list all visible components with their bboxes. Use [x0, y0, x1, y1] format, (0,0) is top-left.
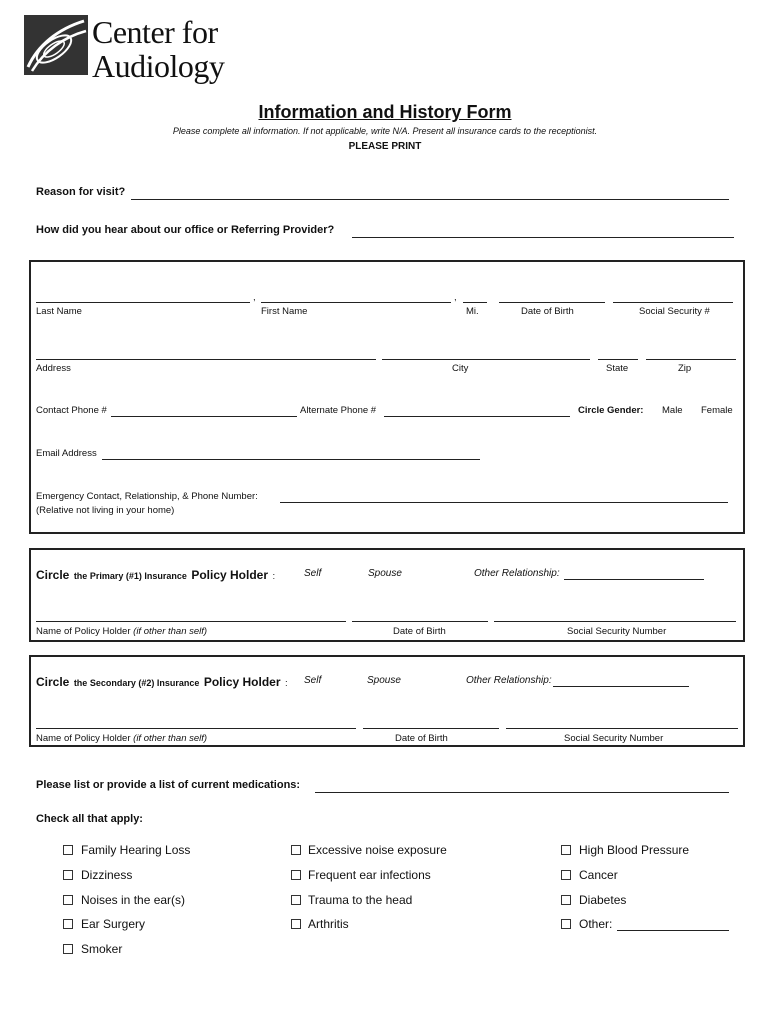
primary-ssn-field[interactable] [494, 621, 736, 622]
page-title: Information and History Form [258, 102, 512, 122]
checkbox-label: Smoker [81, 942, 123, 956]
secondary-heading: Circle the Secondary (#2) Insurance Policy Holder : [36, 675, 288, 689]
secondary-spouse-option[interactable]: Spouse [367, 675, 401, 686]
checkbox-label: Diabetes [579, 893, 627, 907]
checkbox-label: Ear Surgery [81, 917, 146, 931]
gender-male-option[interactable]: Male [662, 405, 683, 416]
secondary-ssn-field[interactable] [506, 728, 738, 729]
primary-other-field[interactable] [564, 579, 704, 580]
emergency-field[interactable] [280, 502, 728, 503]
dob-field[interactable] [499, 302, 605, 303]
checkbox-label: Cancer [579, 868, 618, 882]
checkbox[interactable] [63, 870, 73, 880]
checkbox-label: Other: [579, 917, 613, 931]
secondary-name-field[interactable] [36, 728, 356, 729]
comma: , [454, 292, 457, 303]
primary-dob-label: Date of Birth [393, 626, 446, 637]
medications-field[interactable] [315, 792, 729, 793]
circle-gender-label: Circle Gender: [578, 405, 644, 416]
referral-label: How did you hear about our office or Referring Provider? [36, 224, 335, 236]
checkbox[interactable] [291, 895, 301, 905]
first-name-label: First Name [261, 306, 308, 317]
primary-self-option[interactable]: Self [304, 568, 322, 579]
checkbox[interactable] [561, 895, 571, 905]
instructions: Please complete all information. If not applicable, write N/A. Present all insurance cards to the receptionist. [172, 126, 598, 136]
checkbox[interactable] [561, 845, 571, 855]
referral-field[interactable] [352, 237, 734, 238]
mi-label: Mi. [466, 306, 479, 317]
checkbox[interactable] [291, 919, 301, 929]
city-field[interactable] [382, 359, 590, 360]
primary-name-field[interactable] [36, 621, 346, 622]
zip-field[interactable] [646, 359, 736, 360]
ssn-label: Social Security # [639, 306, 710, 317]
checkbox-label: Excessive noise exposure [308, 843, 447, 857]
secondary-ssn-label: Social Security Number [564, 733, 664, 744]
address-field[interactable] [36, 359, 376, 360]
secondary-other-label: Other Relationship: [466, 675, 552, 686]
checkbox[interactable] [63, 895, 73, 905]
primary-ssn-label: Social Security Number [567, 626, 667, 637]
logo-mark-icon [24, 15, 88, 75]
checkbox[interactable] [291, 870, 301, 880]
checkbox-label: High Blood Pressure [579, 843, 690, 857]
checkbox-label: Noises in the ear(s) [81, 893, 186, 907]
secondary-other-field[interactable] [553, 686, 689, 687]
reason-label: Reason for visit? [36, 186, 126, 198]
ssn-field[interactable] [613, 302, 733, 303]
secondary-self-option[interactable]: Self [304, 675, 322, 686]
primary-name-label: Name of Policy Holder (if other than self) [36, 626, 208, 637]
other-condition-field[interactable] [617, 930, 729, 931]
checkbox-label: Arthritis [308, 917, 349, 931]
emergency-note: (Relative not living in your home) [36, 505, 175, 516]
reason-field[interactable] [131, 199, 729, 200]
state-label: State [606, 363, 629, 374]
checkbox-label: Family Hearing Loss [81, 843, 191, 857]
alternate-phone-label: Alternate Phone # [300, 405, 377, 416]
checkbox[interactable] [63, 845, 73, 855]
gender-female-option[interactable]: Female [701, 405, 733, 416]
last-name-label: Last Name [36, 306, 82, 317]
secondary-dob-label: Date of Birth [395, 733, 448, 744]
checkbox[interactable] [63, 944, 73, 954]
checkbox[interactable] [63, 919, 73, 929]
secondary-name-label: Name of Policy Holder (if other than self) [36, 733, 208, 744]
contact-phone-label: Contact Phone # [36, 405, 107, 416]
dob-label: Date of Birth [521, 306, 574, 317]
emergency-label: Emergency Contact, Relationship, & Phone Number: [36, 491, 258, 502]
checkbox[interactable] [561, 870, 571, 880]
state-field[interactable] [598, 359, 638, 360]
alternate-phone-field[interactable] [384, 416, 570, 417]
checkbox[interactable] [291, 845, 301, 855]
primary-other-label: Other Relationship: [474, 568, 560, 579]
logo-line2: Audiology [92, 48, 225, 84]
primary-dob-field[interactable] [352, 621, 488, 622]
email-label: Email Address [36, 448, 97, 459]
comma: , [253, 292, 256, 303]
medications-label: Please list or provide a list of current medications: [36, 779, 301, 791]
city-label: City [452, 363, 469, 374]
email-field[interactable] [102, 459, 480, 460]
checkbox[interactable] [561, 919, 571, 929]
address-label: Address [36, 363, 71, 374]
primary-heading: Circle the Primary (#1) Insurance Policy Holder : [36, 568, 276, 582]
first-name-field[interactable] [261, 302, 451, 303]
last-name-field[interactable] [36, 302, 250, 303]
contact-phone-field[interactable] [111, 416, 297, 417]
secondary-dob-field[interactable] [363, 728, 499, 729]
primary-spouse-option[interactable]: Spouse [368, 568, 402, 579]
checkbox-label: Frequent ear infections [308, 868, 431, 882]
checkbox-label: Trauma to the head [308, 893, 413, 907]
mi-field[interactable] [463, 302, 487, 303]
please-print: PLEASE PRINT [348, 141, 422, 152]
check-all-label: Check all that apply: [36, 813, 143, 825]
zip-label: Zip [678, 363, 692, 374]
checkbox-label: Dizziness [81, 868, 133, 882]
logo-line1: Center for [92, 14, 218, 50]
